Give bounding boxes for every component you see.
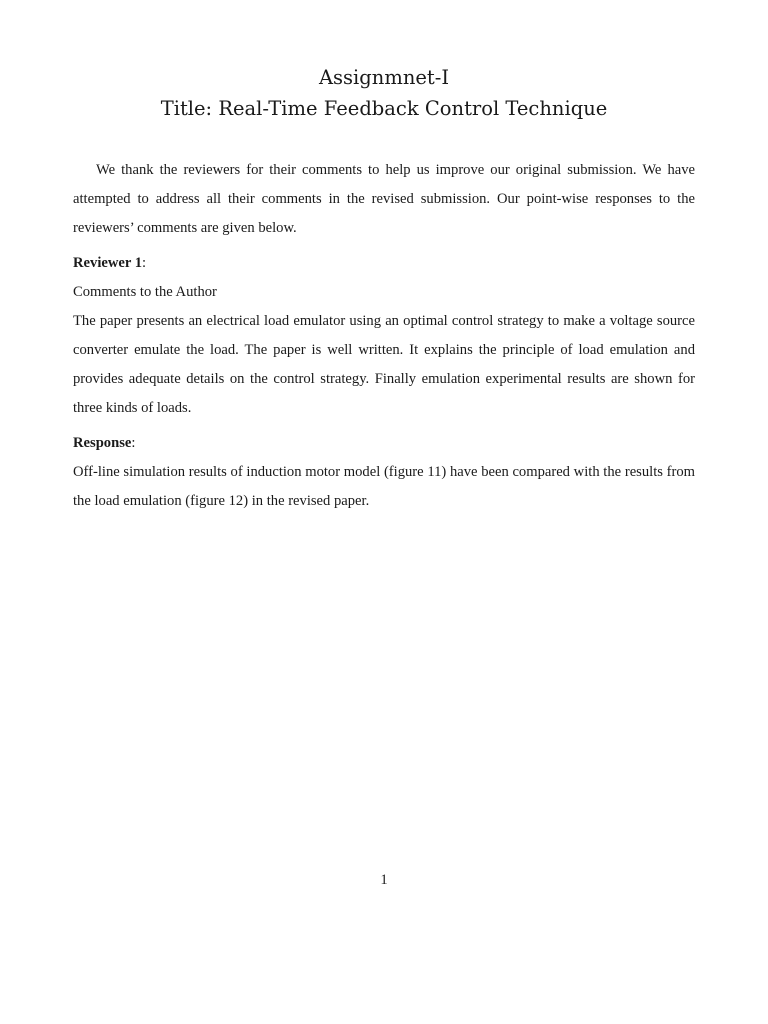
assignment-label: Assignmnet-I xyxy=(318,66,450,89)
response-text: Off-line simulation results of induction motor model (figure 11) have been compared with the results from the load emulation (figure 12) in the revised paper. xyxy=(73,464,695,509)
reviewer-subheading: Comments to the Author xyxy=(73,284,217,300)
title-block xyxy=(0,62,768,124)
response-heading xyxy=(73,429,695,458)
document-body xyxy=(73,156,695,516)
page-number: 1 xyxy=(380,872,388,888)
document-title: Title: Real-Time Feedback Control Technique xyxy=(160,97,608,120)
reviewer-heading-label: Reviewer 1 xyxy=(73,255,143,271)
response-heading-label: Response xyxy=(73,435,132,451)
response-heading-colon: : xyxy=(131,435,136,451)
intro-paragraph: We thank the reviewers for their comments to help us improve our original submission. We have attempted to address all their comments in the revised submission. Our point-wise responses to the reviewers’ comments are given below. xyxy=(73,162,695,236)
reviewer-comment: The paper presents an electrical load emulator using an optimal control strategy to make a voltage source converter emulate the load. The paper is well written. It explains the principle of load emulation and provides adequate details on the control strategy. Finally emulation experimental results are shown for three kinds of loads. xyxy=(73,313,695,416)
reviewer-heading xyxy=(73,249,695,278)
reviewer-heading-colon: : xyxy=(142,255,147,271)
